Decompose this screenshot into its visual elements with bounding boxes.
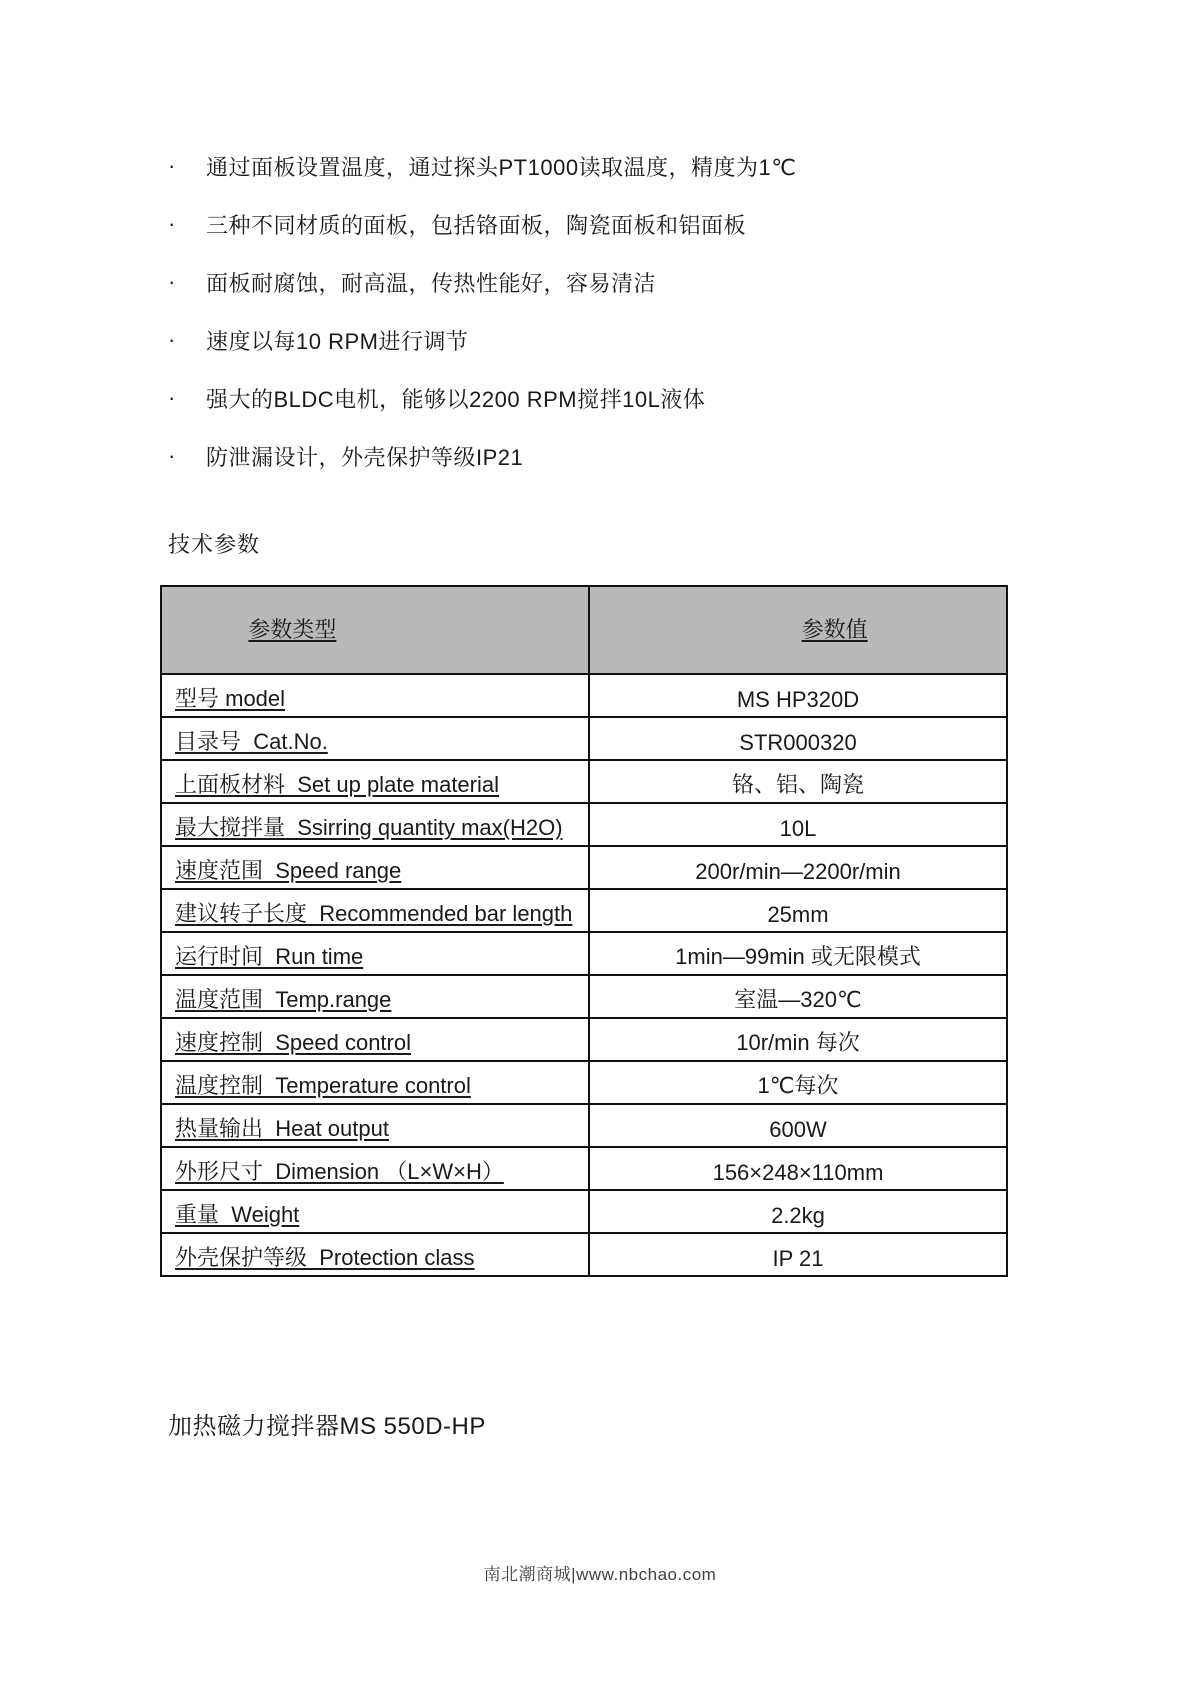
bullet-icon: · [168,443,176,468]
feature-text: 强大的BLDC电机，能够以2200 RPM搅拌10L液体 [206,386,706,412]
feature-item [168,427,1006,485]
header-param-value-label: 参数值 [801,617,868,642]
feature-text: 三种不同材质的面板，包括铬面板，陶瓷面板和铝面板 [206,212,747,238]
param-type-label: 温度控制 Temperature control [175,1073,471,1098]
table-row [161,932,1007,975]
feature-text: 通过面板设置温度，通过探头PT1000读取温度，精度为1℃ [206,154,797,180]
table-row [161,846,1007,889]
table-row [161,1147,1007,1190]
table-row [161,1018,1007,1061]
bullet-icon: · [168,211,176,236]
param-type-label: 速度控制 Speed control [175,1030,411,1055]
param-type-label: 重量 Weight [175,1202,300,1227]
bullet-icon: · [168,153,176,178]
param-type-cell [161,975,589,1018]
param-type-label: 速度范围 Speed range [175,858,402,883]
table-row [161,717,1007,760]
product-title: 加热磁力搅拌器MS 550D-HP [168,1413,486,1440]
feature-text: 防泄漏设计，外壳保护等级IP21 [206,444,524,470]
param-value-cell: 156×248×110mm [589,1147,1007,1190]
bullet-icon: · [168,327,176,352]
feature-item [168,369,1006,427]
header-param-type-label: 参数类型 [248,617,337,642]
feature-text: 面板耐腐蚀，耐高温，传热性能好，容易清洁 [206,270,657,296]
param-type-cell [161,889,589,932]
table-row [161,1104,1007,1147]
param-type-cell [161,1018,589,1061]
param-value-cell: 室温—320℃ [589,975,1007,1018]
table-row [161,674,1007,717]
param-value-cell: IP 21 [589,1233,1007,1276]
feature-item [168,195,1006,253]
param-type-label: 外壳保护等级 Protection class [175,1245,475,1270]
header-param-value [589,586,1007,674]
param-type-cell [161,1190,589,1233]
footer-site-label: 南北潮商城|www.nbchao.com [483,1565,717,1584]
table-row [161,1190,1007,1233]
bullet-icon: · [168,385,176,410]
param-type-cell [161,674,589,717]
header-param-type [161,586,589,674]
param-type-cell [161,1233,589,1276]
param-type-cell [161,1104,589,1147]
param-value-cell: 10r/min 每次 [589,1018,1007,1061]
param-type-cell [161,760,589,803]
param-value-cell: 25mm [589,889,1007,932]
param-type-cell [161,932,589,975]
param-type-cell [161,717,589,760]
feature-item [168,311,1006,369]
param-type-label: 目录号 Cat.No. [175,729,328,754]
spec-table-header-row [161,586,1007,674]
param-type-label: 热量输出 Heat output [175,1116,389,1141]
param-value-cell: 1℃每次 [589,1061,1007,1104]
feature-text: 速度以每10 RPM进行调节 [206,328,469,354]
param-type-label: 型号 model [175,686,286,711]
table-row [161,1233,1007,1276]
feature-item [168,137,1006,195]
table-row [161,975,1007,1018]
param-value-cell: STR000320 [589,717,1007,760]
param-value-cell: MS HP320D [589,674,1007,717]
table-row [161,1061,1007,1104]
param-value-cell: 铬、铝、陶瓷 [589,760,1007,803]
param-type-label: 最大搅拌量 Ssirring quantity max(H2O) [175,815,563,840]
param-value-cell: 10L [589,803,1007,846]
param-value-cell: 2.2kg [589,1190,1007,1233]
param-type-label: 运行时间 Run time [175,944,364,969]
param-value-cell: 200r/min—2200r/min [589,846,1007,889]
feature-list [168,137,1006,485]
param-value-cell: 600W [589,1104,1007,1147]
param-type-label: 建议转子长度 Recommended bar length [175,901,573,926]
table-row [161,803,1007,846]
spec-table [160,585,1008,1277]
document-content [0,137,1200,1442]
param-type-cell [161,803,589,846]
param-type-label: 温度范围 Temp.range [175,987,392,1012]
param-type-cell [161,1147,589,1190]
spec-table-body [161,674,1007,1276]
param-type-label: 外形尺寸 Dimension （L×W×H） [175,1159,504,1184]
param-value-cell: 1min—99min 或无限模式 [589,932,1007,975]
table-row [161,889,1007,932]
param-type-cell [161,1061,589,1104]
param-type-cell [161,846,589,889]
section-title-tech-params: 技术参数 [168,532,261,557]
param-type-label: 上面板材料 Set up plate material [175,772,500,797]
table-row [161,760,1007,803]
bullet-icon: · [168,269,176,294]
feature-item [168,253,1006,311]
